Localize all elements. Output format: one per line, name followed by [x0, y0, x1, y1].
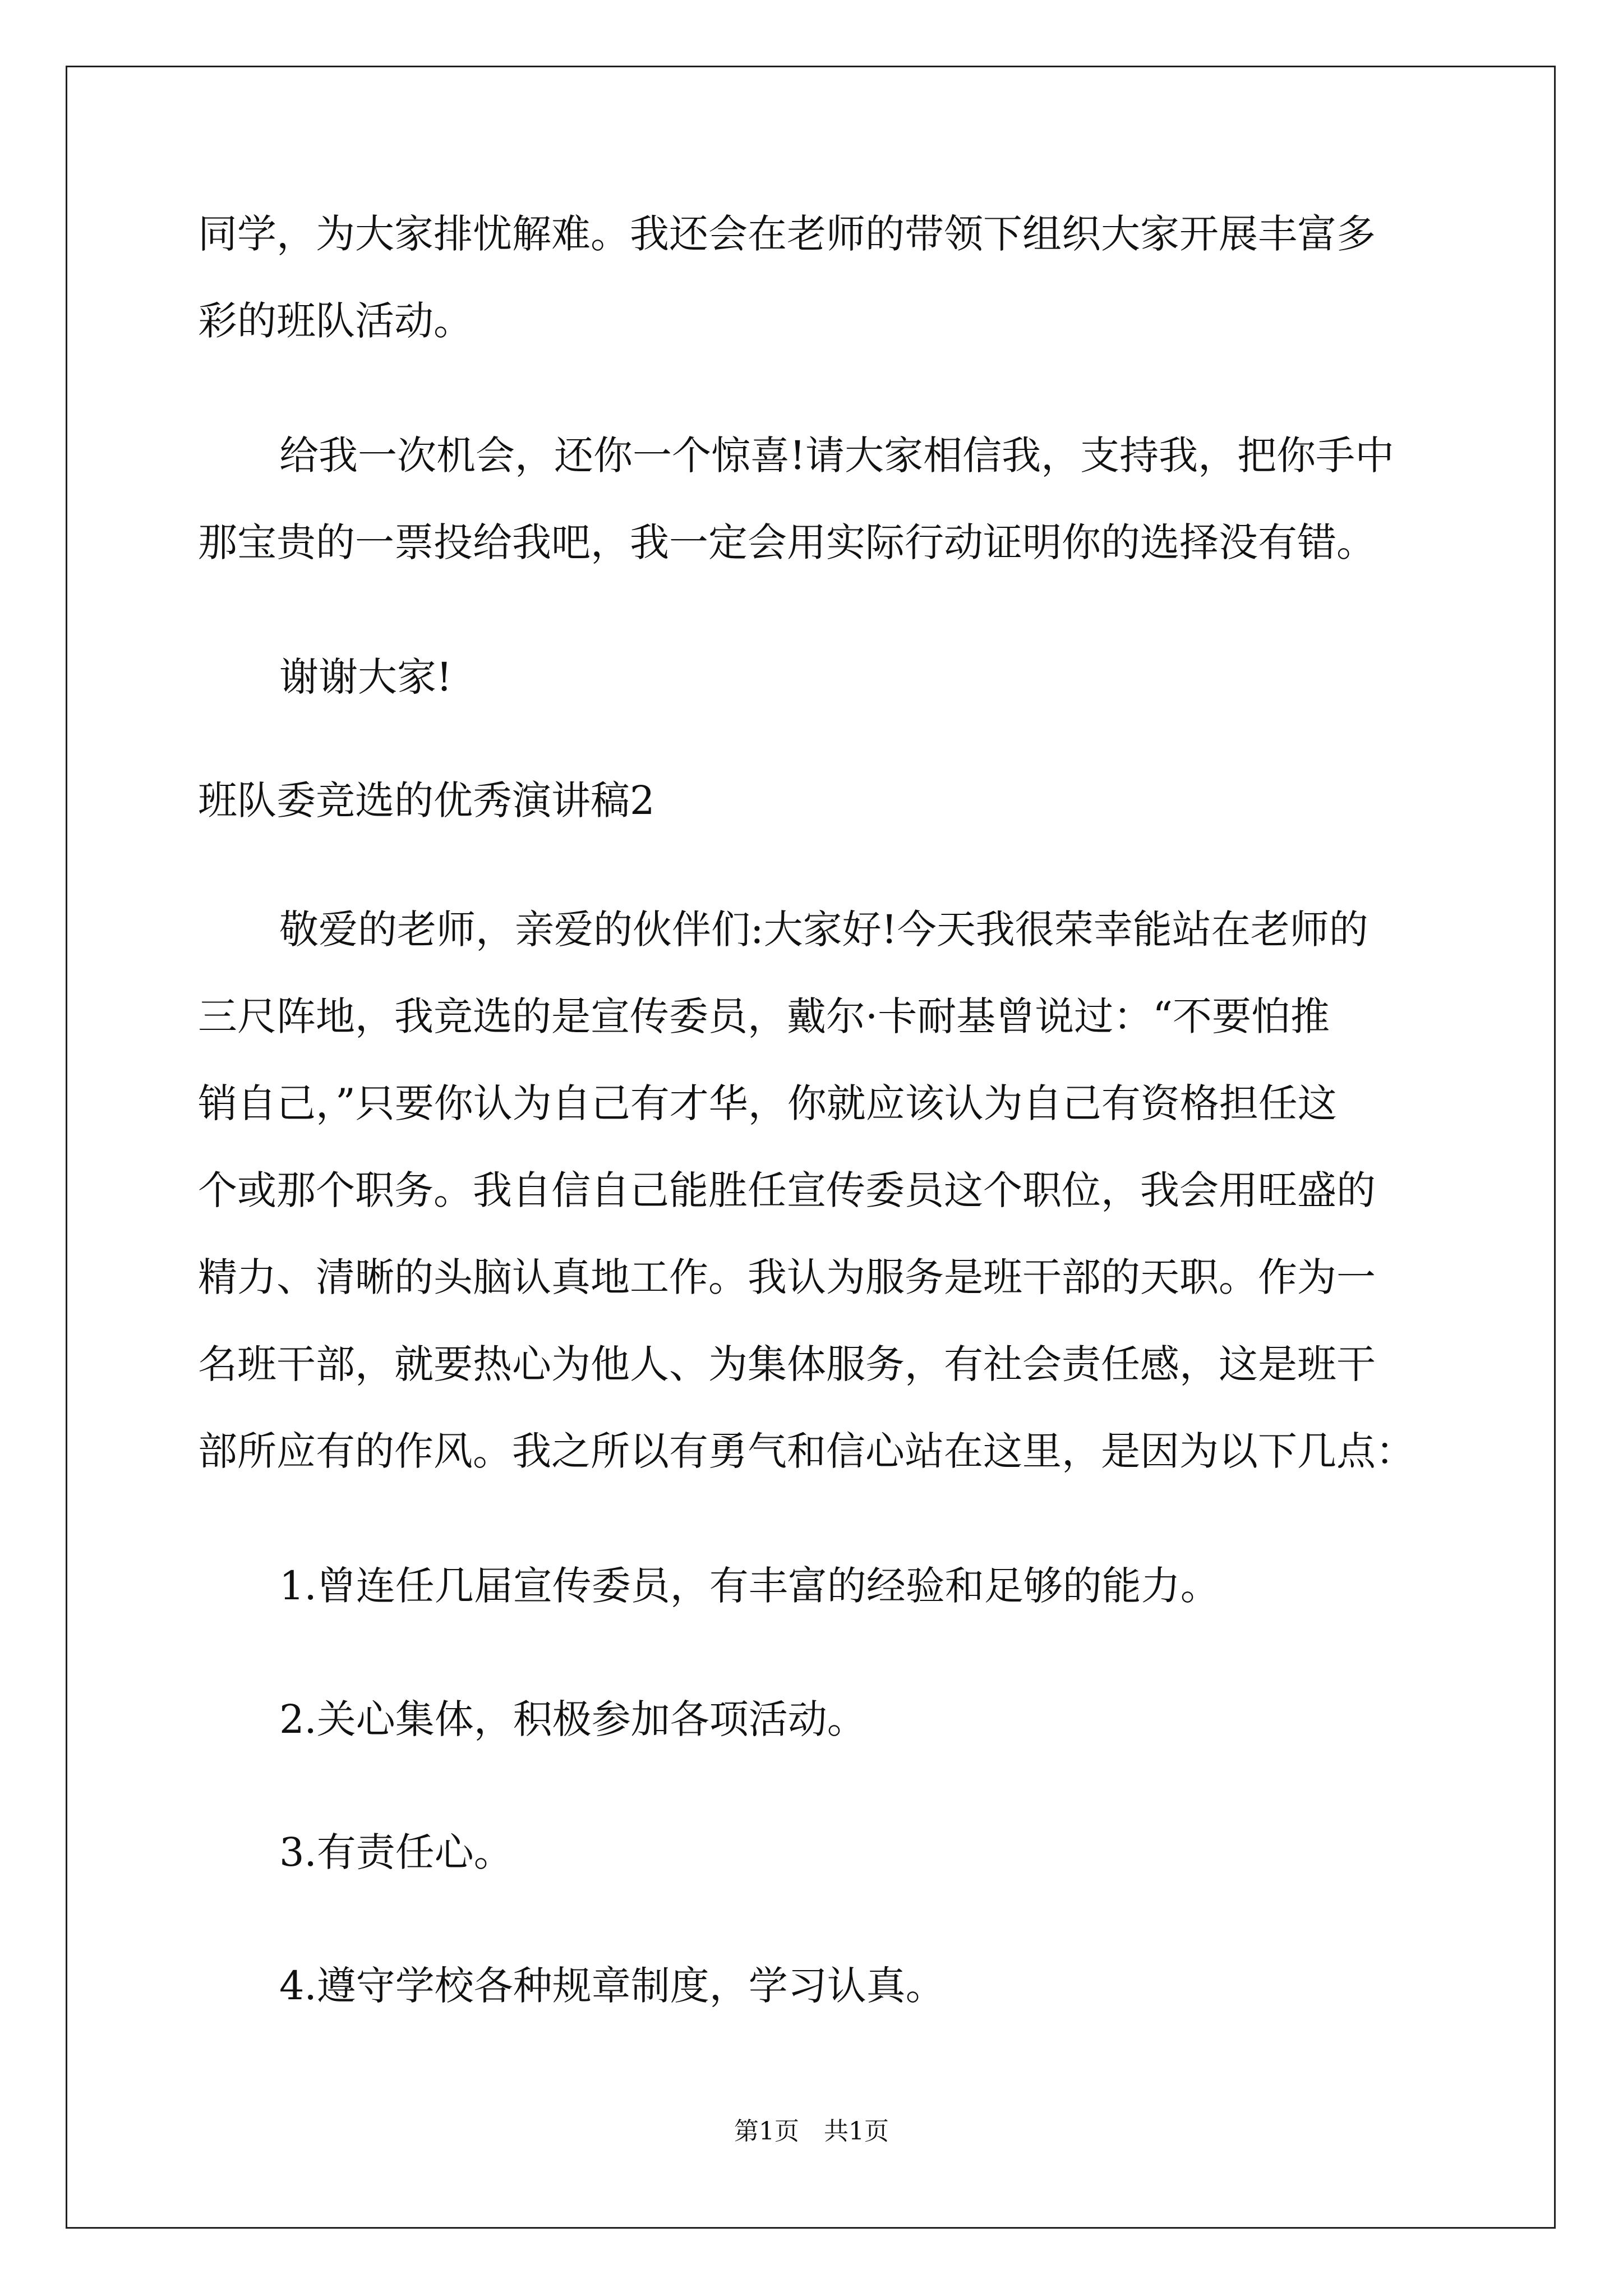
text-line: 个或那个职务。我自信自己能胜任宣传委员这个职位，我会用旺盛的	[198, 1167, 1376, 1213]
section-heading: 班队委竞选的优秀演讲稿2	[198, 777, 655, 823]
paragraph-start-line: 谢谢大家!	[279, 654, 453, 700]
page-footer: 第1页 共1页	[734, 2117, 889, 2146]
paragraph-start-line: 敬爱的老师，亲爱的伙伴们:大家好!今天我很荣幸能站在老师的	[279, 907, 1368, 953]
page-frame	[66, 66, 1556, 2229]
list-item: 2.关心集体，积极参加各项活动。	[279, 1696, 866, 1742]
text-line: 部所应有的作风。我之所以有勇气和信心站在这里，是因为以下几点：	[198, 1428, 1415, 1474]
list-item: 4.遵守学校各种规章制度，学习认真。	[279, 1963, 945, 2009]
text-line: 彩的班队活动。	[198, 298, 473, 344]
text-line: 三尺阵地，我竞选的是宣传委员，戴尔·卡耐基曾说过：“不要怕推	[198, 993, 1330, 1039]
text-line: 销自己，”只要你认为自己有才华，你就应该认为自己有资格担任这	[198, 1080, 1337, 1126]
text-line: 名班干部，就要热心为他人、为集体服务，有社会责任感，这是班干	[198, 1341, 1376, 1387]
list-item: 3.有责任心。	[279, 1829, 513, 1875]
text-line: 精力、清晰的头脑认真地工作。我认为服务是班干部的天职。作为一	[198, 1254, 1376, 1300]
text-line: 那宝贵的一票投给我吧，我一定会用实际行动证明你的选择没有错。	[198, 519, 1376, 565]
list-item: 1.曾连任几届宣传委员，有丰富的经验和足够的能力。	[279, 1563, 1220, 1609]
text-line: 同学，为大家排忧解难。我还会在老师的带领下组织大家开展丰富多	[198, 211, 1376, 257]
paragraph-start-line: 给我一次机会，还你一个惊喜!请大家相信我，支持我，把你手中	[279, 432, 1395, 478]
